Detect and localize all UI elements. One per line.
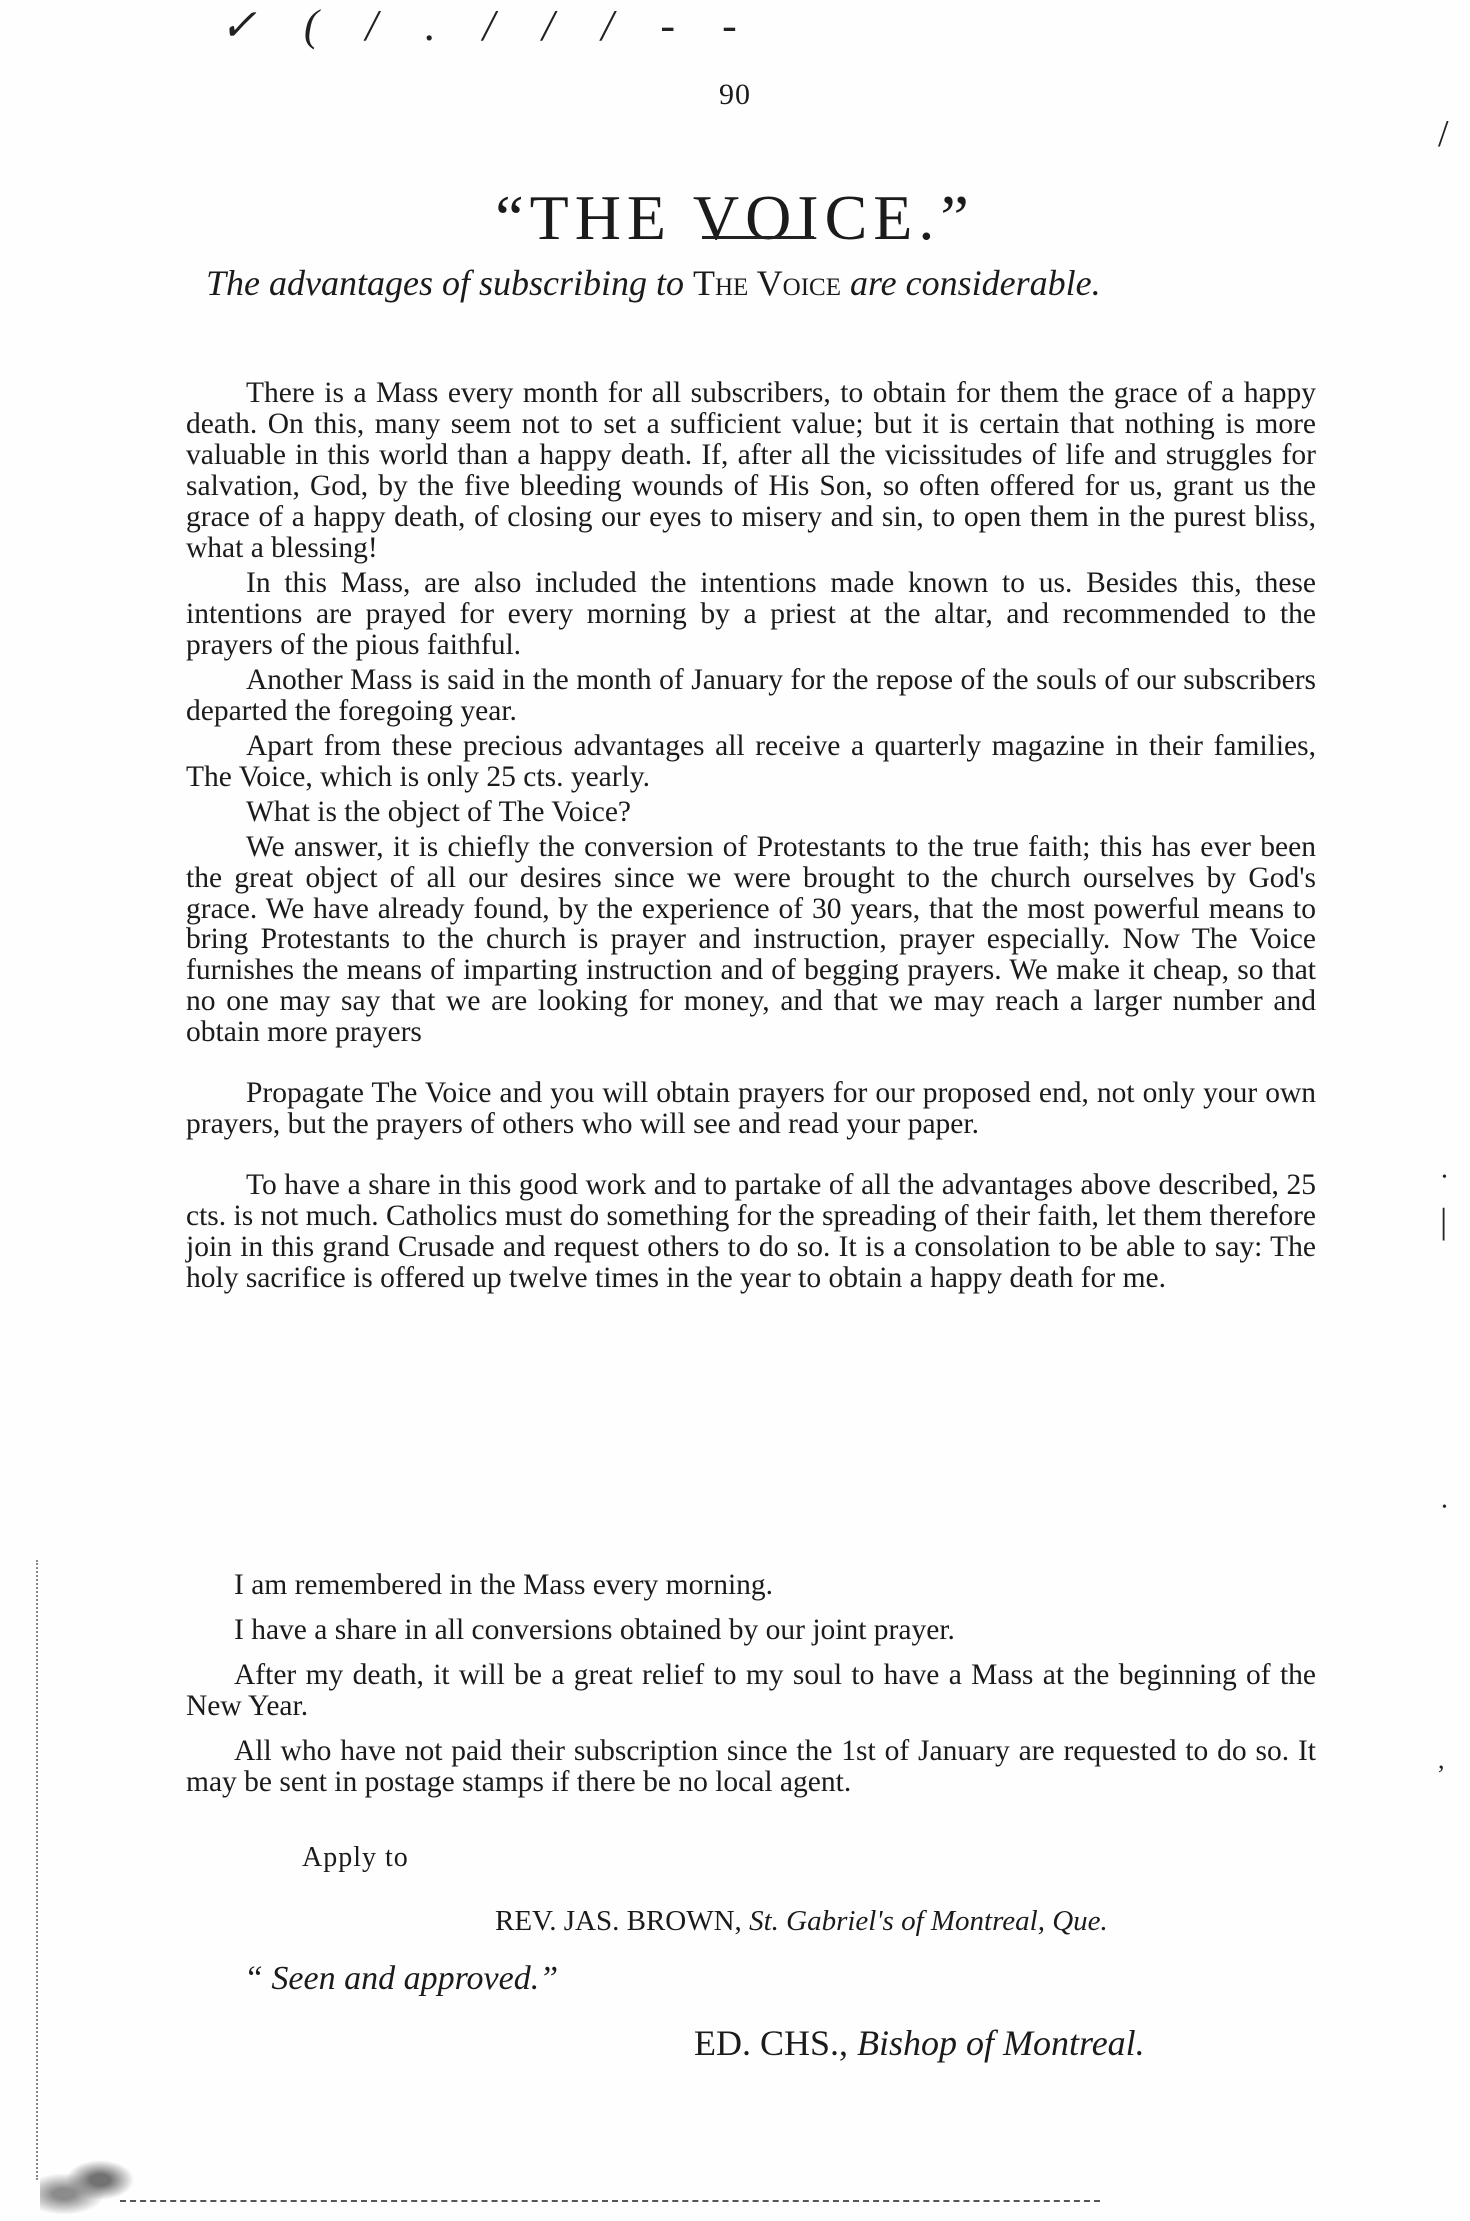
scan-smudge xyxy=(40,2145,160,2215)
benefit-lines xyxy=(186,1570,1316,1812)
paragraph: Propagate The Voice and you will obtain prayers for our proposed end, not only your own prayers, but the prayers of others who will see and read your paper. xyxy=(186,1077,1316,1141)
paragraph: What is the object of The Voice? xyxy=(246,795,632,828)
scan-mark-right-dot: • xyxy=(1442,1500,1447,1515)
apply-to-label: Apply to xyxy=(302,1842,409,1873)
scan-mark-right: / xyxy=(1438,113,1449,155)
scan-mark-right-dot: , xyxy=(1438,1745,1445,1774)
subtitle-publication-name: The Voice xyxy=(692,263,841,303)
scan-margin-dots xyxy=(36,1560,58,2180)
benefit-line: I am remembered in the Mass every morning. xyxy=(234,1569,774,1601)
title-divider xyxy=(702,236,814,239)
benefit-line: After my death, it will be a great relief to my soul to have a Mass at the beginning of the New Year. xyxy=(186,1658,1316,1722)
paragraph: We answer, it is chiefly the conversion of Protestants to the true faith; this has ever been the great object of all our desires since we were brought to the church ourselves by God's grace. We have already found, by the experience of 30 years, that the most powerful means to bring Protestants to the church is prayer and instruction, prayer especially. Now The Voice furnishes the means of imparting instruction and of begging prayers. We make it cheap, so that no one may say that we are looking for money, and that we may reach a larger number and obtain more prayers xyxy=(186,830,1316,1049)
scan-marks-top: ✓ ( / . / / / - - xyxy=(220,1,755,50)
bottom-dashed-rule xyxy=(120,2200,1100,2202)
signature-bishop xyxy=(694,2022,1145,2064)
subtitle-text: The advantages of subscribing to xyxy=(206,263,693,303)
signer-title: Bishop of Montreal. xyxy=(857,2023,1145,2063)
subtitle-text: are considerable. xyxy=(840,263,1101,303)
scan-mark-right: | xyxy=(1440,1201,1448,1241)
page-title: “THE VOICE.” xyxy=(495,181,975,253)
signature-rev-brown xyxy=(495,1905,1108,1938)
scan-mark-right-dot: • xyxy=(1442,1170,1447,1185)
seen-and-approved: “ Seen and approved.” xyxy=(244,1960,559,1997)
signer-name: ED. CHS., xyxy=(694,2023,849,2063)
benefit-line: I have a share in all conversions obtained by our joint prayer. xyxy=(234,1613,955,1646)
subtitle xyxy=(206,262,1306,304)
signer-name: REV. JAS. BROWN, xyxy=(495,1905,742,1937)
benefit-line: All who have not paid their subscription since the 1st of January are requested to do so. It may be sent in postage stamps if there be no local agent. xyxy=(186,1734,1316,1798)
body-text xyxy=(186,378,1316,1298)
page-number: 90 xyxy=(719,78,751,111)
paragraph: To have a share in this good work and to partake of all the advantages above described, 25 cts. is not much. Catholics must do something for the spreading of their faith, let them therefore join in this grand Crusade and request others to do so. It is a consolation to be able to say: The holy sacrifice is offered up twelve times in the year to obtain a happy death for me. xyxy=(186,1169,1316,1295)
paragraph: There is a Mass every month for all subscribers, to obtain for them the grace of a happy death. On this, many seem not to set a sufficient value; but it is certain that nothing is more valuable in this world than a happy death. If, after all the vicissitudes of life and struggles for salvation, God, by the five bleeding wounds of His Son, so often offered for us, grant us the grace of a happy death, of closing our eyes to misery and sin, to open them in the purest bliss, what a blessing! xyxy=(186,377,1316,564)
signer-place: St. Gabriel's of Montreal, Que. xyxy=(749,1905,1108,1937)
paragraph: Apart from these precious advantages all receive a quarterly magazine in their families, The Voice, which is only 25 cts. yearly. xyxy=(186,729,1316,793)
paragraph: Another Mass is said in the month of January for the repose of the souls of our subscribers departed the foregoing year. xyxy=(186,663,1316,727)
paragraph: In this Mass, are also included the intentions made known to us. Besides this, these intentions are prayed for every morning by a priest at the altar, and recommended to the prayers of the pious faithful. xyxy=(186,566,1316,661)
